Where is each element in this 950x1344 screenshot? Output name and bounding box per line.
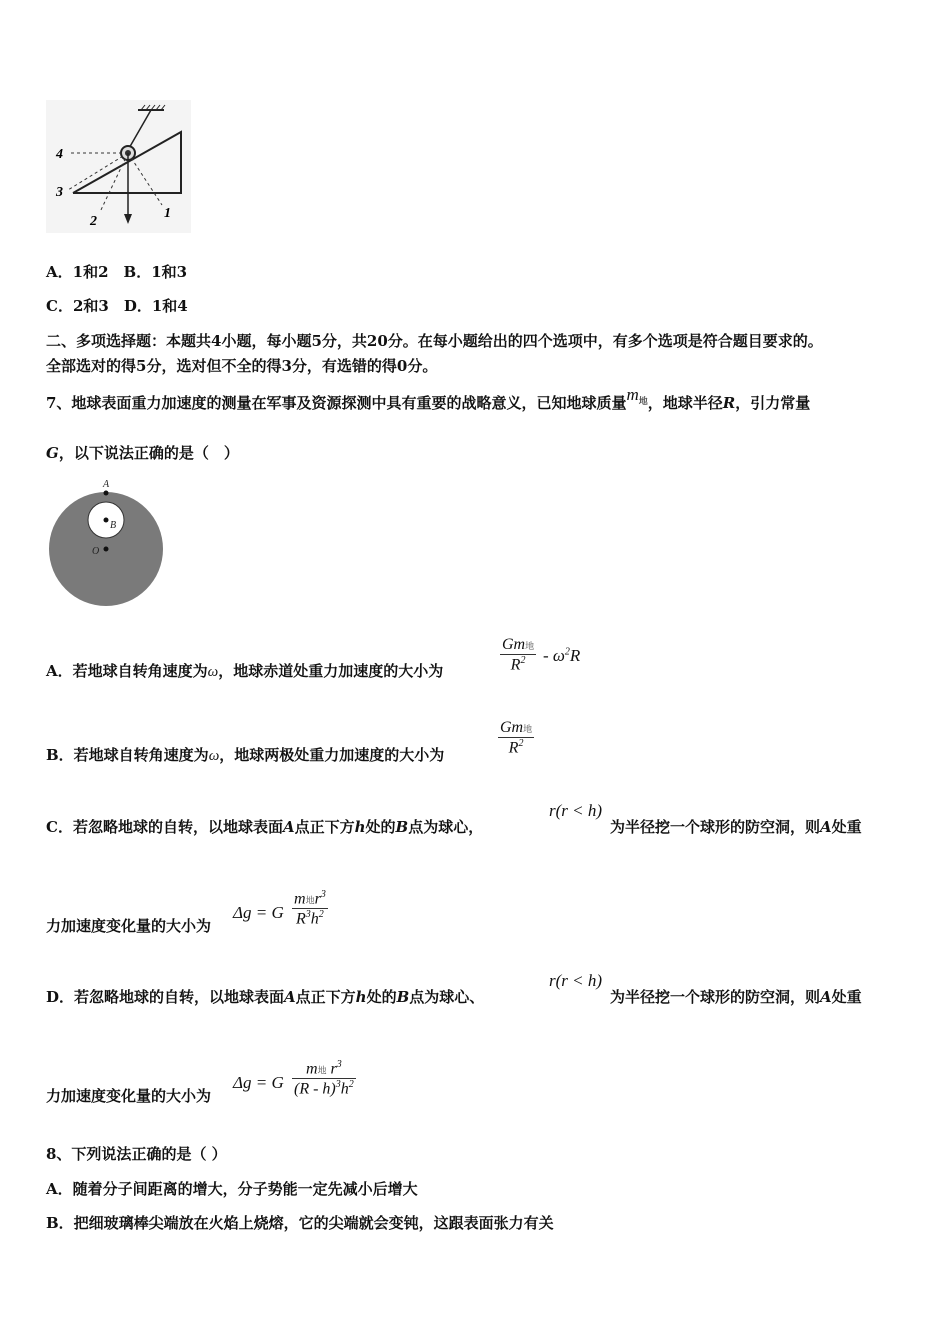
q7-optD-B: B [396, 988, 410, 1006]
label-1: 1 [164, 206, 171, 221]
q7-optA-part1: A．若地球自转角速度为 [46, 662, 208, 680]
q7-optD-den [292, 1079, 356, 1098]
q7-optD-part2: 点正下方 [295, 988, 356, 1006]
q7-optC-fraction [292, 889, 328, 929]
q7-optD-line2: 力加速度变化量的大小为 [46, 1087, 212, 1105]
label-O: O [92, 546, 100, 557]
q7-optA-num-text: Gm [502, 636, 526, 653]
q7-optC-part5: 为半径挖一个球形的防空洞，则 [610, 818, 821, 836]
q8-stem: 8、下列说法正确的是（ ） [46, 1145, 227, 1163]
q7-optD-line1-tail [610, 986, 862, 1007]
label-B: B [110, 520, 117, 531]
q7-optA-text [46, 660, 443, 681]
q6-options-row1: A．1和2 B．1和3 [46, 263, 188, 281]
q7-optC-den [292, 909, 328, 928]
q7-optC-part1: C．若忽略地球的自转，以地球表面 [46, 818, 283, 836]
point-B [104, 518, 109, 523]
q7-optD-num-r: r [330, 1060, 337, 1078]
q7-optD-fraction [292, 1059, 356, 1099]
q6-options-row2: C．2和3 D．1和4 [46, 297, 188, 315]
q7-optB-num [498, 719, 534, 737]
q7-stem-line2 [46, 442, 239, 463]
q7-optA-tail-sup: 2 [564, 646, 570, 658]
q7-optB-part1: B．若地球自转角速度为 [46, 746, 209, 764]
q7-optC-den-sup: 3 [305, 909, 311, 921]
q7-optC-part4: 点为球心， [408, 818, 484, 836]
q7-stem-line2-rest: ，以下说法正确的是（ ） [58, 444, 239, 462]
section2-line1: 二、多项选择题：本题共4小题，每小题5分，共20分。在每小题给出的四个选项中，有多个选项是符合题目要求的。 [46, 332, 823, 350]
point-A [104, 491, 109, 496]
q7-mass-sub: 地 [638, 397, 648, 407]
q7-optD-line1 [46, 986, 484, 1007]
q7-G-symbol: G [46, 444, 59, 462]
q7-optD-num-sub: 地 [317, 1065, 327, 1076]
q7-optC-num-r: r [314, 890, 321, 908]
q7-optB-part2: ，地球两极处重力加速度的大小为 [219, 746, 445, 764]
q7-optD-A: A [284, 988, 296, 1006]
q7-optD-h: h [355, 988, 367, 1006]
q7-optB-num-sub: 地 [523, 724, 533, 734]
q7-optC-B: B [395, 818, 409, 836]
q7-optC-part2: 点正下方 [294, 818, 355, 836]
incline-diagram [46, 100, 191, 233]
q7-optC-lhs: Δg = G [233, 903, 284, 922]
q7-optB-den-sup: 2 [518, 738, 524, 749]
q8-optA: A．随着分子间距离的增大，分子势能一定先减小后增大 [46, 1180, 418, 1198]
q7-optB-text [46, 744, 444, 765]
q7-optB-omega: ω [208, 748, 220, 764]
q7-stem-part2: ，地球半径 [647, 394, 723, 412]
q7-optD-den-sup: 3 [335, 1079, 341, 1091]
q7-optB-den-text: R [508, 739, 519, 757]
q7-stem-part3: ，引力常量 [735, 394, 811, 412]
q7-optC-A2: A [820, 818, 832, 836]
q7-optC-A: A [282, 818, 295, 836]
q7-optD-part5: 为半径挖一个球形的防空洞，则 [610, 988, 821, 1006]
incline-figure [46, 100, 191, 233]
q7-optC-den-h: h [310, 910, 319, 928]
label-3: 3 [56, 185, 63, 200]
q7-optA-num-sub: 地 [525, 641, 535, 651]
q7-optA-tail-text: - ω [543, 646, 565, 665]
q7-optC-num-sup: 3 [320, 889, 326, 900]
q7-optD-den-h: h [340, 1080, 349, 1098]
label-2: 2 [90, 214, 97, 229]
q7-optC-den-h-sup: 2 [318, 909, 324, 921]
q7-optC-radius-expr: r(r < h) [549, 801, 603, 820]
q7-optC-line1-tail [610, 816, 862, 837]
q7-optD-radius-expr: r(r < h) [549, 971, 603, 990]
q7-optD-part6: 处重 [831, 988, 862, 1006]
q7-optC-num-text: m [294, 890, 306, 908]
q7-optD-part3: 处的 [366, 988, 397, 1006]
q7-optC-part6: 处重 [831, 818, 862, 836]
q7-optA-part2: ，地球赤道处重力加速度的大小为 [218, 662, 444, 680]
q7-optB-fraction [498, 719, 534, 757]
q7-optD-num [292, 1059, 356, 1078]
q7-optA-tail-end: R [569, 646, 581, 665]
q7-optA-omega: ω [207, 664, 219, 680]
q7-optC-line2: 力加速度变化量的大小为 [46, 917, 212, 935]
q7-optC-line1 [46, 816, 483, 837]
q7-stem-part1: 7、地球表面重力加速度的测量在军事及资源探测中具有重要的战略意义，已知地球质量 [46, 394, 627, 412]
q7-optD-num-sup: 3 [336, 1059, 342, 1070]
q8-optB: B．把细玻璃棒尖端放在火焰上烧熔，它的尖端就会变钝，这跟表面张力有关 [46, 1214, 554, 1232]
point-O [104, 547, 109, 552]
q7-optD-part4: 点为球心、 [409, 988, 485, 1006]
q7-optA-tail [543, 646, 580, 666]
q7-optB-num-text: Gm [500, 719, 524, 736]
q7-optA-num [500, 636, 536, 654]
q7-optB-den [498, 738, 534, 757]
label-4: 4 [56, 147, 63, 162]
q7-optA-fraction [500, 636, 536, 674]
label-A: A [103, 479, 110, 490]
q7-optD-num-text: m [305, 1060, 318, 1078]
q7-mass-symbol: m [626, 385, 639, 404]
q7-optC-part3: 处的 [365, 818, 396, 836]
q7-optD-part1: D．若忽略地球的自转，以地球表面 [46, 988, 285, 1006]
q7-optD-den-text: (R - h) [294, 1080, 336, 1098]
q7-optD-lhs: Δg = G [233, 1073, 284, 1092]
q7-optC-h: h [354, 818, 366, 836]
q7-optD-A2: A [820, 988, 832, 1006]
section2-line2: 全部选对的得5分，选对但不全的得3分，有选错的得0分。 [46, 357, 438, 375]
q7-stem-line1 [46, 385, 811, 413]
q7-optA-den-sup: 2 [520, 655, 526, 666]
earth-diagram [46, 476, 168, 608]
q7-optC-num-sub: 地 [305, 895, 315, 906]
q7-optD-den-h-sup: 2 [348, 1079, 354, 1091]
q7-optC-den-text: R [296, 910, 306, 928]
q7-radius-symbol: R [722, 394, 736, 412]
earth-figure [46, 476, 168, 608]
q7-optA-den-text: R [510, 656, 521, 674]
q7-optC-num [292, 889, 328, 908]
q7-optA-den [500, 655, 536, 674]
